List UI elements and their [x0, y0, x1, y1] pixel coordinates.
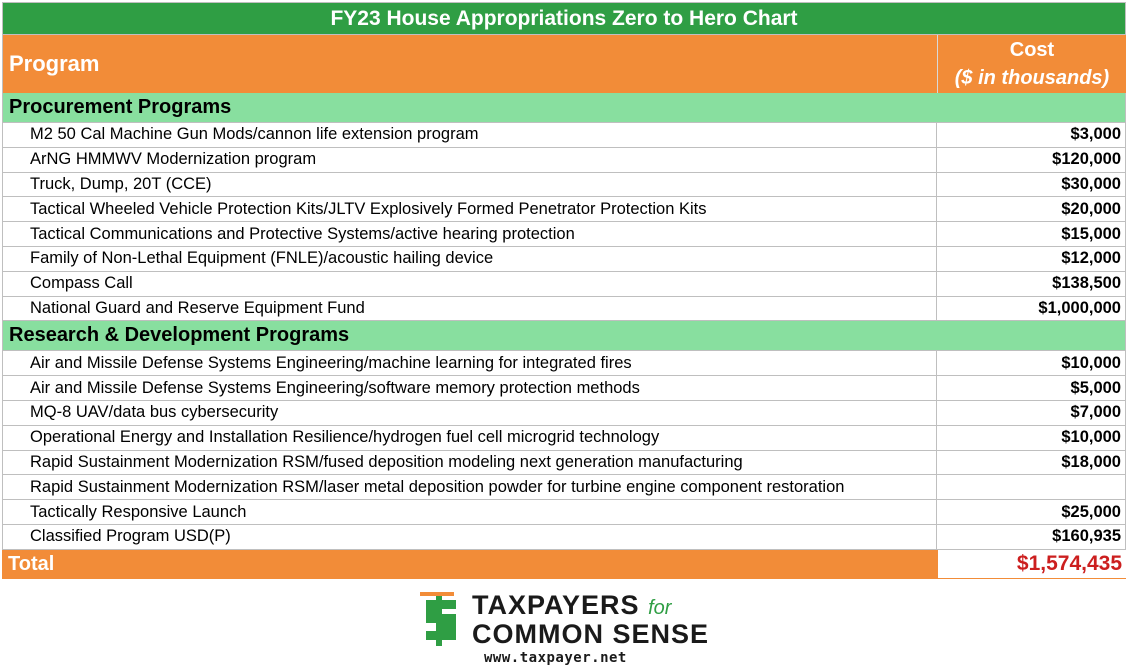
appropriations-table	[2, 2, 1126, 579]
program-cost: $25,000	[1061, 502, 1121, 521]
table-row	[2, 247, 1126, 272]
cost-header-unit: ($ in thousands)	[954, 67, 1110, 89]
program-cost: $160,935	[1052, 527, 1121, 546]
table-row	[2, 525, 1126, 550]
logo-for-text: for	[648, 597, 672, 619]
table-row	[2, 401, 1126, 426]
program-cost: $7,000	[1070, 403, 1121, 422]
program-name: Operational Energy and Installation Resilience/hydrogen fuel cell microgrid technology	[3, 426, 937, 450]
total-cost: $1,574,435	[938, 550, 1126, 579]
program-name: MQ-8 UAV/data bus cybersecurity	[3, 401, 937, 425]
table-row	[2, 451, 1126, 476]
program-name: Family of Non-Lethal Equipment (FNLE)/acoustic hailing device	[3, 247, 937, 271]
taxpayers-logo	[418, 590, 728, 668]
table-row	[2, 272, 1126, 297]
program-cost	[937, 475, 1125, 499]
program-name: Air and Missile Defense Systems Engineering/machine learning for integrated fires	[3, 351, 937, 375]
program-name: Tactically Responsive Launch	[3, 500, 937, 524]
total-row	[2, 550, 1126, 579]
table-row	[2, 173, 1126, 198]
section-header-research-development: Research & Development Programs	[2, 321, 1126, 351]
table-title: FY23 House Appropriations Zero to Hero Chart	[2, 2, 1126, 35]
program-name: Compass Call	[3, 272, 937, 296]
program-cost: $1,000,000	[1038, 298, 1121, 317]
logo-line-1-text: TAXPAYERS	[472, 590, 640, 620]
program-cost: $10,000	[1061, 353, 1121, 372]
program-cost: $18,000	[1061, 452, 1121, 471]
program-name: Rapid Sustainment Modernization RSM/fused deposition modeling next generation manufacturing	[3, 451, 937, 475]
program-cost: $120,000	[1052, 150, 1121, 169]
logo-line-2: COMMON SENSE	[472, 619, 710, 649]
cost-column-header	[938, 35, 1126, 93]
program-cost: $3,000	[1070, 125, 1121, 144]
program-name: Tactical Communications and Protective Systems/active hearing protection	[3, 222, 937, 246]
program-name: Truck, Dump, 20T (CCE)	[3, 173, 937, 197]
total-label: Total	[2, 550, 938, 579]
table-row	[2, 351, 1126, 376]
program-column-header: Program	[3, 35, 938, 93]
table-row	[2, 197, 1126, 222]
program-cost: $30,000	[1061, 174, 1121, 193]
cost-header-label: Cost	[1009, 39, 1055, 61]
table-row	[2, 123, 1126, 148]
table-row	[2, 376, 1126, 401]
program-name: Tactical Wheeled Vehicle Protection Kits/JLTV Explosively Formed Penetrator Protection Kits	[3, 197, 937, 221]
program-name: Classified Program USD(P)	[3, 525, 937, 549]
table-row	[2, 297, 1126, 322]
tcs-logo-mark-icon	[418, 592, 464, 646]
program-name: National Guard and Reserve Equipment Fund	[3, 297, 937, 321]
program-name: Rapid Sustainment Modernization RSM/laser metal deposition powder for turbine engine component restoration	[3, 475, 937, 499]
logo-url: www.taxpayer.net	[484, 650, 627, 666]
table-row	[2, 475, 1126, 500]
column-header-row	[2, 35, 1126, 93]
program-cost: $15,000	[1061, 224, 1121, 243]
program-cost: $20,000	[1061, 199, 1121, 218]
table-row	[2, 148, 1126, 173]
program-name: ArNG HMMWV Modernization program	[3, 148, 937, 172]
program-name: M2 50 Cal Machine Gun Mods/cannon life extension program	[3, 123, 937, 147]
table-row	[2, 500, 1126, 525]
program-cost: $5,000	[1070, 378, 1121, 397]
program-cost: $12,000	[1061, 249, 1121, 268]
table-row	[2, 426, 1126, 451]
program-cost: $138,500	[1052, 274, 1121, 293]
logo-line-1	[472, 590, 671, 621]
program-cost: $10,000	[1061, 428, 1121, 447]
section-header-procurement: Procurement Programs	[2, 93, 1126, 123]
table-row	[2, 222, 1126, 247]
program-name: Air and Missile Defense Systems Engineering/software memory protection methods	[3, 376, 937, 400]
